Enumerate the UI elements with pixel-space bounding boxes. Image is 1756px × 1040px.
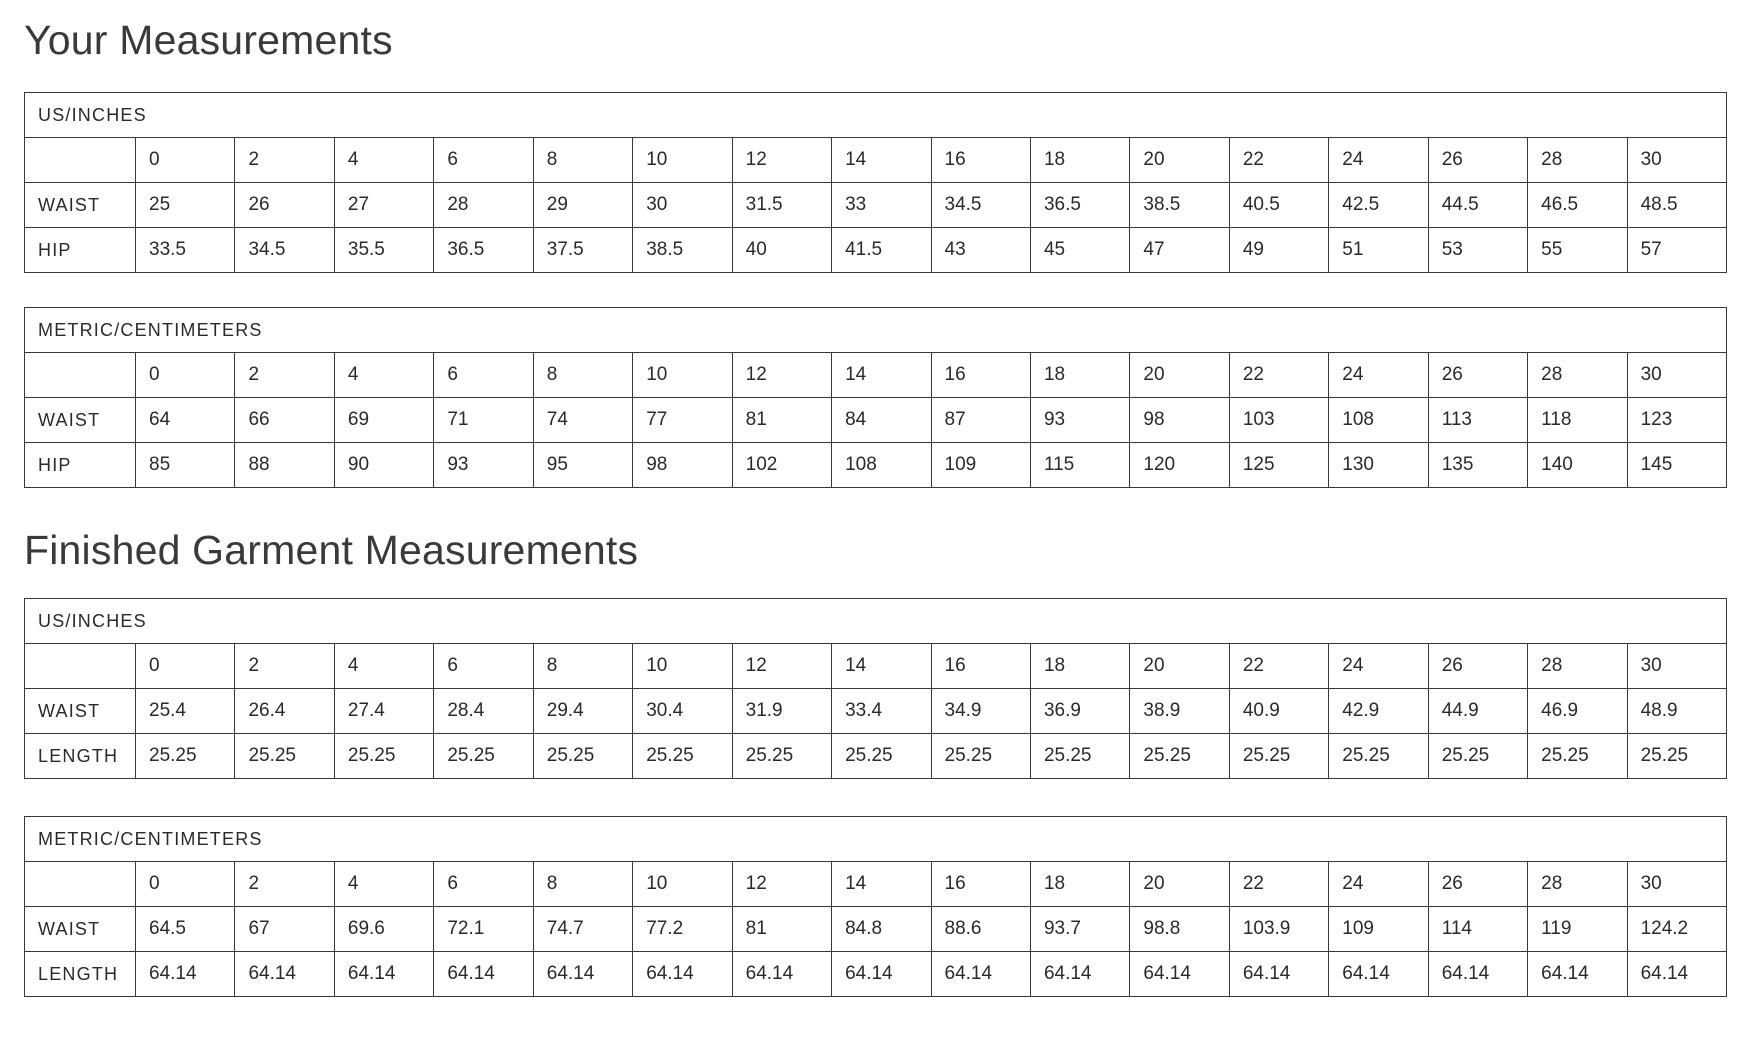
size-cell: 10 <box>633 138 732 183</box>
row-label: WAIST <box>25 398 136 443</box>
value-cell: 140 <box>1528 443 1627 488</box>
value-cell: 93.7 <box>1030 907 1129 952</box>
value-cell: 74 <box>533 398 632 443</box>
value-cell: 88 <box>235 443 334 488</box>
size-cell: 8 <box>533 353 632 398</box>
value-cell: 40 <box>732 228 831 273</box>
value-cell: 123 <box>1627 398 1726 443</box>
value-cell: 40.9 <box>1229 689 1328 734</box>
value-cell: 98 <box>633 443 732 488</box>
size-cell: 28 <box>1528 644 1627 689</box>
size-cell: 10 <box>633 353 732 398</box>
value-cell: 102 <box>732 443 831 488</box>
size-cell: 2 <box>235 353 334 398</box>
value-cell: 31.9 <box>732 689 831 734</box>
size-cell: 12 <box>732 644 831 689</box>
value-cell: 124.2 <box>1627 907 1726 952</box>
value-cell: 25.25 <box>334 734 433 779</box>
size-cell: 28 <box>1528 353 1627 398</box>
size-cell: 2 <box>235 138 334 183</box>
size-cell: 28 <box>1528 138 1627 183</box>
value-cell: 108 <box>1329 398 1428 443</box>
table-row <box>25 952 1727 997</box>
value-cell: 84.8 <box>832 907 931 952</box>
measurement-table-metric-centimeters <box>24 307 1727 488</box>
size-cell: 10 <box>633 862 732 907</box>
value-cell: 51 <box>1329 228 1428 273</box>
corner-cell <box>25 138 136 183</box>
value-cell: 25.25 <box>1130 734 1229 779</box>
value-cell: 25.25 <box>1627 734 1726 779</box>
size-cell: 16 <box>931 862 1030 907</box>
value-cell: 30 <box>633 183 732 228</box>
measurement-table-us-inches <box>24 598 1727 779</box>
size-cell: 8 <box>533 862 632 907</box>
value-cell: 64.14 <box>931 952 1030 997</box>
value-cell: 109 <box>931 443 1030 488</box>
measurement-table-us-inches <box>24 92 1727 273</box>
value-cell: 25.4 <box>136 689 235 734</box>
value-cell: 38.5 <box>1130 183 1229 228</box>
row-label: WAIST <box>25 907 136 952</box>
row-label: WAIST <box>25 689 136 734</box>
size-cell: 6 <box>434 862 533 907</box>
size-cell: 30 <box>1627 644 1726 689</box>
value-cell: 41.5 <box>832 228 931 273</box>
value-cell: 64.14 <box>1528 952 1627 997</box>
size-cell: 16 <box>931 138 1030 183</box>
table-row <box>25 228 1727 273</box>
value-cell: 34.9 <box>931 689 1030 734</box>
value-cell: 25.25 <box>1329 734 1428 779</box>
value-cell: 31.5 <box>732 183 831 228</box>
value-cell: 109 <box>1329 907 1428 952</box>
value-cell: 64.14 <box>1130 952 1229 997</box>
size-cell: 26 <box>1428 862 1527 907</box>
value-cell: 27.4 <box>334 689 433 734</box>
size-cell: 20 <box>1130 644 1229 689</box>
size-cell: 0 <box>136 644 235 689</box>
value-cell: 46.5 <box>1528 183 1627 228</box>
table-row <box>25 907 1727 952</box>
row-label: LENGTH <box>25 734 136 779</box>
value-cell: 114 <box>1428 907 1527 952</box>
value-cell: 67 <box>235 907 334 952</box>
value-cell: 64.14 <box>1329 952 1428 997</box>
size-cell: 30 <box>1627 138 1726 183</box>
row-label: HIP <box>25 228 136 273</box>
value-cell: 33.5 <box>136 228 235 273</box>
size-cell: 24 <box>1329 138 1428 183</box>
value-cell: 25.25 <box>136 734 235 779</box>
value-cell: 38.5 <box>633 228 732 273</box>
value-cell: 36.9 <box>1030 689 1129 734</box>
value-cell: 30.4 <box>633 689 732 734</box>
size-cell: 26 <box>1428 353 1527 398</box>
size-cell: 0 <box>136 138 235 183</box>
size-header-row <box>25 644 1727 689</box>
size-cell: 16 <box>931 644 1030 689</box>
value-cell: 26 <box>235 183 334 228</box>
size-cell: 26 <box>1428 644 1527 689</box>
size-header-row <box>25 862 1727 907</box>
value-cell: 25 <box>136 183 235 228</box>
value-cell: 48.5 <box>1627 183 1726 228</box>
size-cell: 6 <box>434 353 533 398</box>
value-cell: 42.9 <box>1329 689 1428 734</box>
unit-label: METRIC/CENTIMETERS <box>25 817 1727 862</box>
value-cell: 71 <box>434 398 533 443</box>
measurement-table-metric-centimeters <box>24 816 1727 997</box>
value-cell: 98.8 <box>1130 907 1229 952</box>
value-cell: 25.25 <box>832 734 931 779</box>
size-cell: 6 <box>434 138 533 183</box>
value-cell: 64.14 <box>1627 952 1726 997</box>
size-cell: 4 <box>334 644 433 689</box>
value-cell: 48.9 <box>1627 689 1726 734</box>
value-cell: 69.6 <box>334 907 433 952</box>
value-cell: 95 <box>533 443 632 488</box>
size-cell: 24 <box>1329 644 1428 689</box>
size-cell: 14 <box>832 862 931 907</box>
value-cell: 43 <box>931 228 1030 273</box>
value-cell: 25.25 <box>1229 734 1328 779</box>
section-title-finished-garment-measurements: Finished Garment Measurements <box>24 527 639 573</box>
value-cell: 42.5 <box>1329 183 1428 228</box>
size-cell: 14 <box>832 353 931 398</box>
corner-cell <box>25 862 136 907</box>
value-cell: 72.1 <box>434 907 533 952</box>
size-cell: 18 <box>1030 353 1129 398</box>
section-title-your-measurements: Your Measurements <box>24 17 393 63</box>
value-cell: 135 <box>1428 443 1527 488</box>
value-cell: 81 <box>732 907 831 952</box>
value-cell: 87 <box>931 398 1030 443</box>
value-cell: 93 <box>434 443 533 488</box>
value-cell: 98 <box>1130 398 1229 443</box>
table-row <box>25 183 1727 228</box>
value-cell: 81 <box>732 398 831 443</box>
value-cell: 118 <box>1528 398 1627 443</box>
value-cell: 64.14 <box>1229 952 1328 997</box>
value-cell: 40.5 <box>1229 183 1328 228</box>
value-cell: 119 <box>1528 907 1627 952</box>
value-cell: 25.25 <box>1428 734 1527 779</box>
value-cell: 28.4 <box>434 689 533 734</box>
value-cell: 120 <box>1130 443 1229 488</box>
row-label: HIP <box>25 443 136 488</box>
row-label: WAIST <box>25 183 136 228</box>
value-cell: 26.4 <box>235 689 334 734</box>
size-cell: 12 <box>732 862 831 907</box>
value-cell: 93 <box>1030 398 1129 443</box>
value-cell: 29.4 <box>533 689 632 734</box>
value-cell: 64.14 <box>136 952 235 997</box>
size-cell: 26 <box>1428 138 1527 183</box>
row-label: LENGTH <box>25 952 136 997</box>
value-cell: 25.25 <box>533 734 632 779</box>
size-cell: 8 <box>533 644 632 689</box>
table-row <box>25 689 1727 734</box>
value-cell: 28 <box>434 183 533 228</box>
value-cell: 90 <box>334 443 433 488</box>
table-row <box>25 398 1727 443</box>
corner-cell <box>25 353 136 398</box>
value-cell: 74.7 <box>533 907 632 952</box>
value-cell: 64.14 <box>732 952 831 997</box>
value-cell: 45 <box>1030 228 1129 273</box>
size-cell: 22 <box>1229 353 1328 398</box>
value-cell: 57 <box>1627 228 1726 273</box>
value-cell: 103 <box>1229 398 1328 443</box>
unit-header-row <box>25 93 1727 138</box>
value-cell: 25.25 <box>235 734 334 779</box>
value-cell: 84 <box>832 398 931 443</box>
value-cell: 64.14 <box>832 952 931 997</box>
unit-label: US/INCHES <box>25 93 1727 138</box>
size-cell: 2 <box>235 644 334 689</box>
size-cell: 28 <box>1528 862 1627 907</box>
size-cell: 8 <box>533 138 632 183</box>
value-cell: 44.9 <box>1428 689 1527 734</box>
value-cell: 88.6 <box>931 907 1030 952</box>
size-cell: 20 <box>1130 862 1229 907</box>
value-cell: 77 <box>633 398 732 443</box>
value-cell: 33 <box>832 183 931 228</box>
size-cell: 14 <box>832 644 931 689</box>
size-cell: 18 <box>1030 138 1129 183</box>
value-cell: 55 <box>1528 228 1627 273</box>
value-cell: 64.14 <box>1030 952 1129 997</box>
value-cell: 85 <box>136 443 235 488</box>
value-cell: 29 <box>533 183 632 228</box>
value-cell: 47 <box>1130 228 1229 273</box>
size-cell: 24 <box>1329 353 1428 398</box>
value-cell: 25.25 <box>633 734 732 779</box>
value-cell: 38.9 <box>1130 689 1229 734</box>
value-cell: 66 <box>235 398 334 443</box>
size-cell: 12 <box>732 353 831 398</box>
size-cell: 4 <box>334 862 433 907</box>
value-cell: 115 <box>1030 443 1129 488</box>
value-cell: 33.4 <box>832 689 931 734</box>
value-cell: 27 <box>334 183 433 228</box>
value-cell: 25.25 <box>1528 734 1627 779</box>
corner-cell <box>25 644 136 689</box>
value-cell: 130 <box>1329 443 1428 488</box>
unit-label: US/INCHES <box>25 599 1727 644</box>
value-cell: 64.14 <box>235 952 334 997</box>
unit-header-row <box>25 817 1727 862</box>
size-cell: 6 <box>434 644 533 689</box>
value-cell: 36.5 <box>434 228 533 273</box>
value-cell: 34.5 <box>235 228 334 273</box>
value-cell: 25.25 <box>1030 734 1129 779</box>
size-cell: 2 <box>235 862 334 907</box>
size-cell: 4 <box>334 138 433 183</box>
value-cell: 25.25 <box>931 734 1030 779</box>
table-row <box>25 734 1727 779</box>
size-cell: 18 <box>1030 644 1129 689</box>
value-cell: 69 <box>334 398 433 443</box>
value-cell: 64 <box>136 398 235 443</box>
size-cell: 22 <box>1229 644 1328 689</box>
value-cell: 25.25 <box>434 734 533 779</box>
size-cell: 18 <box>1030 862 1129 907</box>
value-cell: 44.5 <box>1428 183 1527 228</box>
value-cell: 77.2 <box>633 907 732 952</box>
size-cell: 24 <box>1329 862 1428 907</box>
size-cell: 30 <box>1627 862 1726 907</box>
value-cell: 49 <box>1229 228 1328 273</box>
size-cell: 4 <box>334 353 433 398</box>
value-cell: 103.9 <box>1229 907 1328 952</box>
value-cell: 53 <box>1428 228 1527 273</box>
size-cell: 22 <box>1229 138 1328 183</box>
size-cell: 12 <box>732 138 831 183</box>
size-cell: 10 <box>633 644 732 689</box>
size-cell: 14 <box>832 138 931 183</box>
value-cell: 34.5 <box>931 183 1030 228</box>
size-cell: 22 <box>1229 862 1328 907</box>
unit-label: METRIC/CENTIMETERS <box>25 308 1727 353</box>
value-cell: 36.5 <box>1030 183 1129 228</box>
value-cell: 25.25 <box>732 734 831 779</box>
value-cell: 64.14 <box>334 952 433 997</box>
value-cell: 64.14 <box>434 952 533 997</box>
value-cell: 37.5 <box>533 228 632 273</box>
unit-header-row <box>25 308 1727 353</box>
size-cell: 20 <box>1130 138 1229 183</box>
value-cell: 35.5 <box>334 228 433 273</box>
value-cell: 64.5 <box>136 907 235 952</box>
value-cell: 113 <box>1428 398 1527 443</box>
value-cell: 108 <box>832 443 931 488</box>
table-row <box>25 443 1727 488</box>
value-cell: 46.9 <box>1528 689 1627 734</box>
size-header-row <box>25 353 1727 398</box>
value-cell: 145 <box>1627 443 1726 488</box>
size-cell: 0 <box>136 353 235 398</box>
value-cell: 64.14 <box>633 952 732 997</box>
value-cell: 64.14 <box>533 952 632 997</box>
value-cell: 64.14 <box>1428 952 1527 997</box>
unit-header-row <box>25 599 1727 644</box>
size-cell: 30 <box>1627 353 1726 398</box>
size-cell: 0 <box>136 862 235 907</box>
size-header-row <box>25 138 1727 183</box>
size-cell: 16 <box>931 353 1030 398</box>
size-cell: 20 <box>1130 353 1229 398</box>
value-cell: 125 <box>1229 443 1328 488</box>
